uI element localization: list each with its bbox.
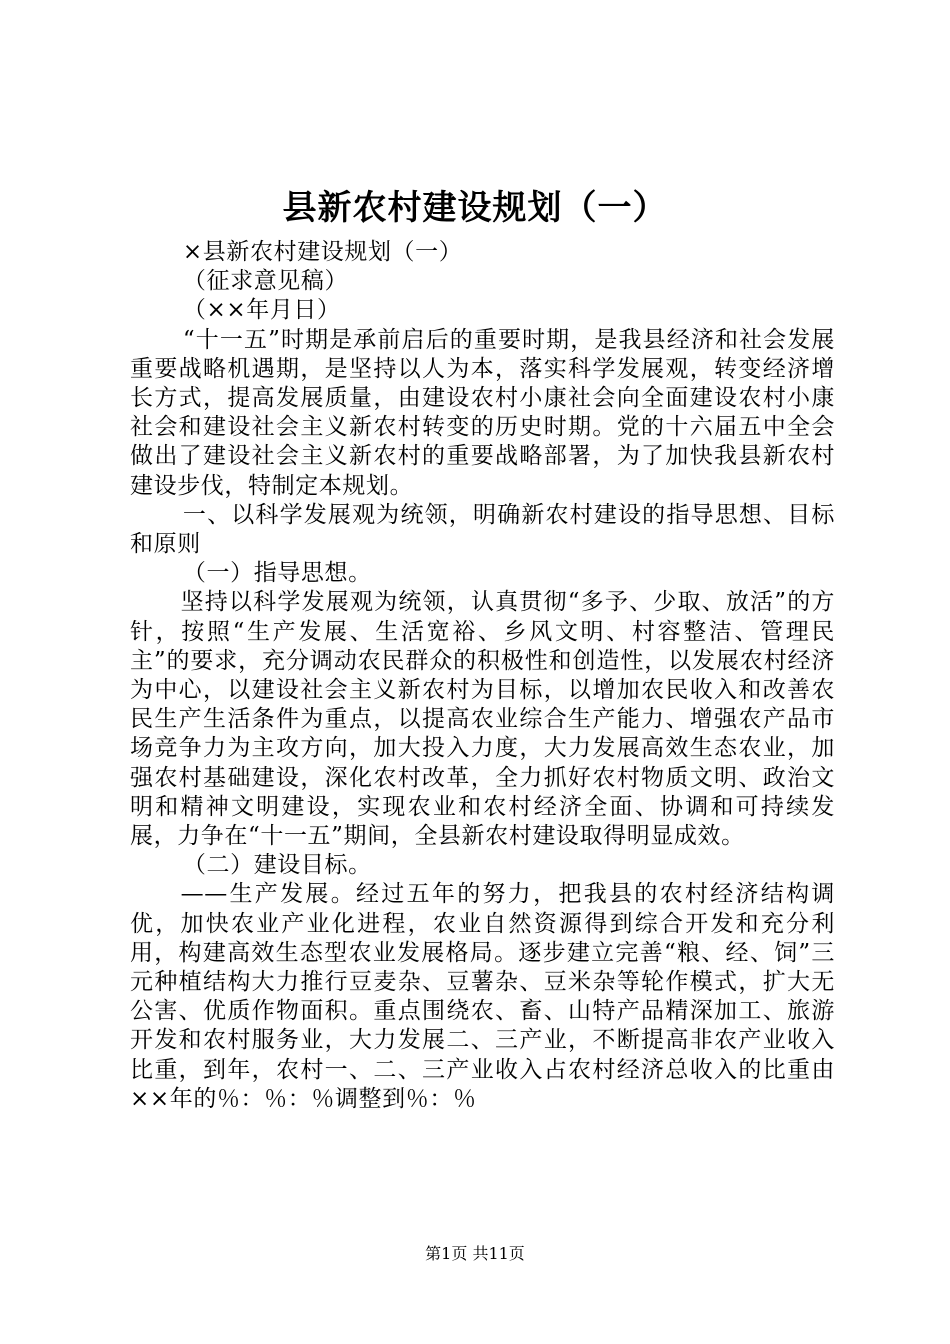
subsection-heading-goals: （二）建设目标。 <box>182 852 372 879</box>
doc-draft-note: （征求意见稿） <box>182 268 349 295</box>
subsection-heading-guiding: （一）指导思想。 <box>182 560 372 587</box>
page-footer: 第1页 共11页 <box>425 1244 525 1263</box>
paragraph-guiding: 坚持以科学发展观为统领，认真贯彻“多予、少取、放活”的方针，按照“生产发展、生活宽裕、乡风文明、村容整洁、管理民主”的要求，充分调动农民群众的积极性和创造性，以发展农村经济为中心，以建设社会主义新农村为目标，以增加农民收入和改善农民生产生活条件为重点，以提高农业综合生产能力、增强农产品市场竞争力为主攻方向，加大投入力度，大力发展高效生态农业，加强农村基础建设，深化农村改革，全力抓好农村物质文明、政治文明和精神文明建设，实现农业和农村经济全面、协调和可持续发展，力争在“十一五”期间，全县新农村建设取得明显成效。 <box>130 589 835 850</box>
document-title: 县新农村建设规划（一） <box>282 188 668 228</box>
document-body <box>130 238 835 1114</box>
doc-subtitle: ×县新农村建设规划（一） <box>182 239 463 265</box>
paragraph-intro: “十一五”时期是承前启后的重要时期，是我县经济和社会发展重要战略机遇期，是坚持以人为本，落实科学发展观，转变经济增长方式，提高发展质量，由建设农村小康社会向全面建设农村小康社会和建设社会主义新农村转变的历史时期。党的十六届五中全会做出了建设社会主义新农村的重要战略部署，为了加快我县新农村建设步伐，特制定本规划。 <box>130 326 835 499</box>
section-heading-1: 一、以科学发展观为统领，明确新农村建设的指导思想、目标和原则 <box>130 501 835 558</box>
paragraph-goals: ——生产发展。经过五年的努力，把我县的农村经济结构调优，加快农业产业化进程，农业自然资源得到综合开发和充分利用，构建高效生态型农业发展格局。逐步建立完善“粮、经、饲”三元种植结构大力推行豆麦杂、豆薯杂、豆米杂等轮作模式，扩大无公害、优质作物面积。重点围绕农、畜、山特产品精深加工、旅游开发和农村服务业，大力发展二、三产业，不断提高非农产业收入比重，到年，农村一、二、三产业收入占农村经济总收入的比重由××年的％：％：％调整到％：％ <box>130 881 835 1112</box>
doc-date: （××年月日） <box>182 297 341 324</box>
